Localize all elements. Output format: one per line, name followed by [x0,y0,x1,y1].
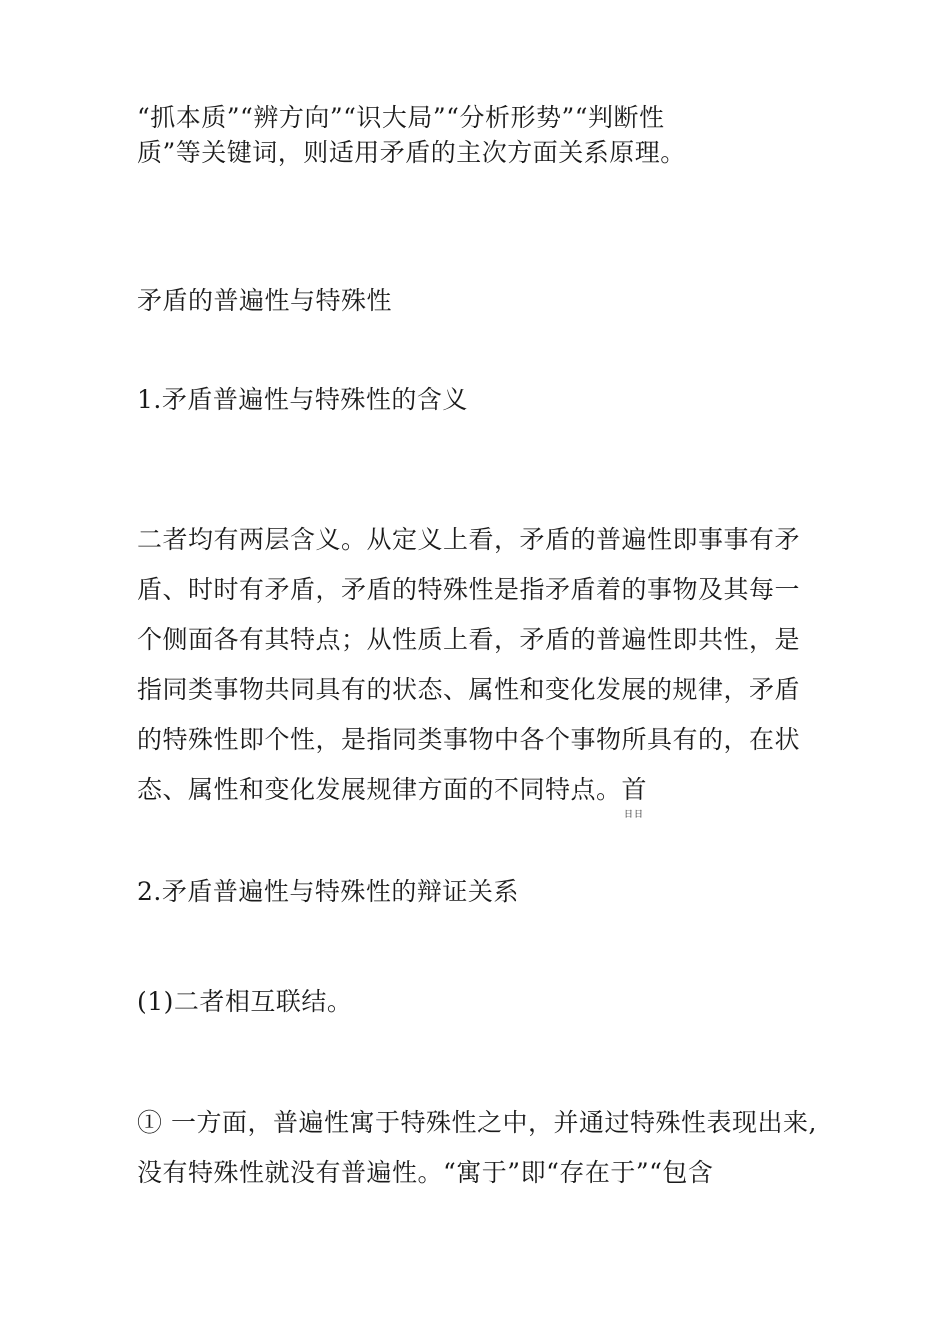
paragraph-line-4: 指同类事物共同具有的状态、属性和变化发展的规律，矛盾 [137,675,801,704]
section-heading: 矛盾的普遍性与特殊性 [137,286,393,315]
subsection-2-heading: 2.矛盾普遍性与特殊性的辩证关系 [137,877,519,906]
paragraph-line-3: 个侧面各有其特点；从性质上看，矛盾的普遍性即共性，是 [137,625,801,654]
point-1-item-line-2: 没有特殊性就没有普遍性。“寓于”即“存在于”“包含 [137,1158,714,1187]
point-1-heading: (1)二者相互联结。 [137,987,353,1016]
paragraph-line-2: 盾、时时有矛盾，矛盾的特殊性是指矛盾着的事物及其每一 [137,575,801,604]
intro-line-1: “抓本质”“辨方向”“识大局”“分析形势”“判断性 [137,103,665,132]
point-1-item-line-1: ① 一方面，普遍性寓于特殊性之中，并通过特殊性表现出来, [137,1108,817,1137]
paragraph-line-1: 二者均有两层含义。从定义上看，矛盾的普遍性即事事有矛 [137,525,801,554]
paragraph-line-5: 的特殊性即个性，是指同类事物中各个事物所具有的，在状 [137,725,801,754]
paragraph-line-6: 态、属性和变化发展规律方面的不同特点。首 [137,775,648,804]
intro-line-2: 质”等关键词，则适用矛盾的主次方面关系原理。 [137,138,686,167]
subsection-1-heading: 1.矛盾普遍性与特殊性的含义 [137,385,468,414]
footnote-mark: 日日 [624,810,645,820]
